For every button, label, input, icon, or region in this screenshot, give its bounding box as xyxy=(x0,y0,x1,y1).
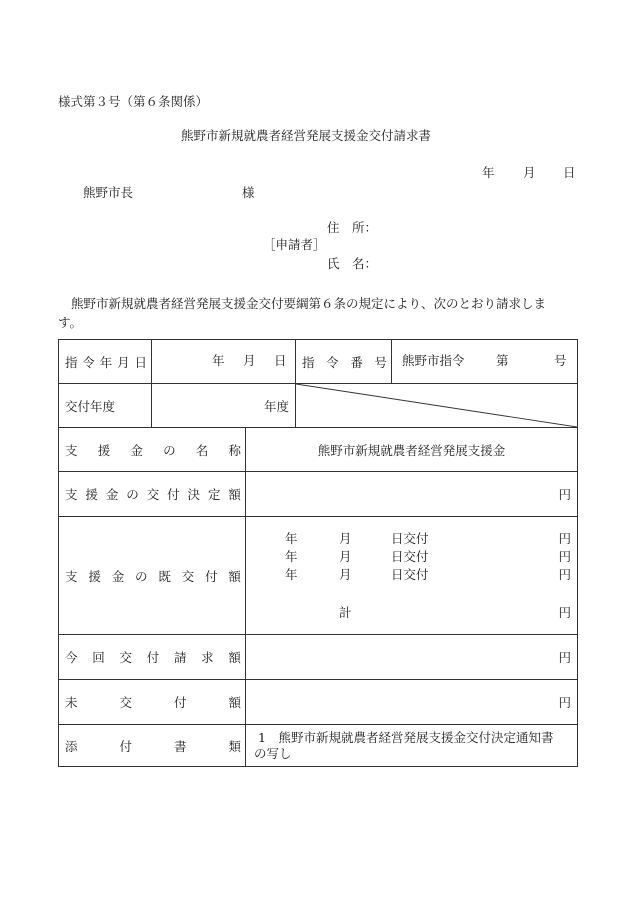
addressee-honorific: 様 xyxy=(242,185,255,200)
page-title: 熊野市新規就農者経営発展支援金交付請求書 xyxy=(181,128,432,143)
attachments-label-cell xyxy=(59,725,246,767)
decided-amount-label-cell xyxy=(59,472,246,517)
already-paid-value-cell xyxy=(246,517,578,635)
row-decided-amount xyxy=(59,472,578,517)
body-text-line2: す。 xyxy=(58,315,83,330)
paid-day: 日交付 xyxy=(391,531,429,546)
paid-month: 月 xyxy=(339,549,352,564)
order-number-dai: 第 xyxy=(496,352,509,368)
paid-total xyxy=(285,603,571,620)
total-label: 計 xyxy=(339,605,352,620)
decided-amount-label: 支 援 金 の 交 付 決 定 額 xyxy=(65,487,241,502)
row-order-date xyxy=(59,340,578,384)
paid-month: 月 xyxy=(339,567,352,582)
already-paid-label: 支 援 金 の 既 交 付 額 xyxy=(65,568,241,584)
attachment-line1: 1 熊野市新規就農者経営発展支援金交付決定通知書 xyxy=(258,729,554,745)
order-date-year: 年 xyxy=(212,352,225,368)
request-table xyxy=(58,339,578,767)
order-number-label: 指 令 番 号 xyxy=(302,354,387,370)
paid-year: 年 xyxy=(285,549,298,564)
paid-day: 日交付 xyxy=(391,549,429,564)
address-label: 住 所： xyxy=(327,220,378,235)
paid-year: 年 xyxy=(285,531,298,546)
order-date-label: 指 令 年 月 日 xyxy=(65,354,147,370)
yen-unit: 円 xyxy=(558,531,571,546)
body-text-line1: 熊野市新規就農者経営発展支援金交付要綱第６条の規定により、次のとおり請求しま xyxy=(71,296,547,311)
attachment-line2: の写し xyxy=(254,745,292,761)
order-number-label-cell xyxy=(296,340,392,384)
addressee-name: 熊野市長 xyxy=(83,185,134,200)
name-label: 氏 名： xyxy=(327,256,378,271)
attachments-label: 添 付 書 類 xyxy=(65,738,241,754)
grant-name-value-cell xyxy=(246,428,578,472)
unpaid-value-cell xyxy=(246,680,578,725)
paid-entry-2 xyxy=(285,547,571,564)
paid-entry-3 xyxy=(285,565,571,582)
row-grant-name xyxy=(59,428,578,472)
current-request-label: 今 回 交 付 請 求 額 xyxy=(65,650,241,665)
fiscal-year-value-cell xyxy=(152,384,296,428)
attachments-value-cell xyxy=(246,725,578,767)
grant-name-label: 支 援 金 の 名 称 xyxy=(65,442,241,458)
fiscal-year-value: 年度 xyxy=(263,398,289,414)
grant-name-value: 熊野市新規就農者経営発展支援金 xyxy=(317,442,506,458)
fiscal-year-label: 交付年度 xyxy=(65,398,116,414)
form-number: 様式第３号（第６条関係） xyxy=(58,94,209,109)
unpaid-label: 未 交 付 額 xyxy=(65,695,241,710)
date-day: 日 xyxy=(563,165,576,180)
order-number-prefix: 熊野市指令 xyxy=(402,352,465,368)
row-current-request xyxy=(59,635,578,680)
unpaid-label-cell xyxy=(59,680,246,725)
paid-day: 日交付 xyxy=(391,567,429,582)
decided-amount-value-cell xyxy=(246,472,578,517)
already-paid-label-cell xyxy=(59,517,246,635)
paid-year: 年 xyxy=(285,567,298,582)
blank-diagonal-cell xyxy=(296,384,578,428)
order-date-label-cell xyxy=(59,340,152,384)
row-fiscal-year xyxy=(59,384,578,428)
applicant-label: ［申請者］ xyxy=(263,237,326,252)
yen-unit: 円 xyxy=(558,567,571,582)
current-request-value-cell xyxy=(246,635,578,680)
paid-month: 月 xyxy=(339,531,352,546)
yen-unit: 円 xyxy=(558,605,571,620)
date-year: 年 xyxy=(482,165,495,180)
paid-entry-1 xyxy=(285,529,571,546)
yen-unit: 円 xyxy=(558,549,571,564)
yen-unit: 円 xyxy=(558,695,571,710)
order-date-value-cell xyxy=(152,340,296,384)
fiscal-year-label-cell xyxy=(59,384,152,428)
date-month: 月 xyxy=(523,165,536,180)
order-date-day: 日 xyxy=(274,352,287,368)
order-number-value-cell xyxy=(392,340,578,384)
row-already-paid xyxy=(59,517,578,635)
order-date-month: 月 xyxy=(243,352,256,368)
current-request-label-cell xyxy=(59,635,246,680)
row-attachments xyxy=(59,725,578,767)
row-unpaid xyxy=(59,680,578,725)
diagonal-line xyxy=(296,384,577,427)
order-number-go: 号 xyxy=(554,352,567,368)
grant-name-label-cell xyxy=(59,428,246,472)
yen-unit: 円 xyxy=(558,487,571,502)
yen-unit: 円 xyxy=(558,650,571,665)
